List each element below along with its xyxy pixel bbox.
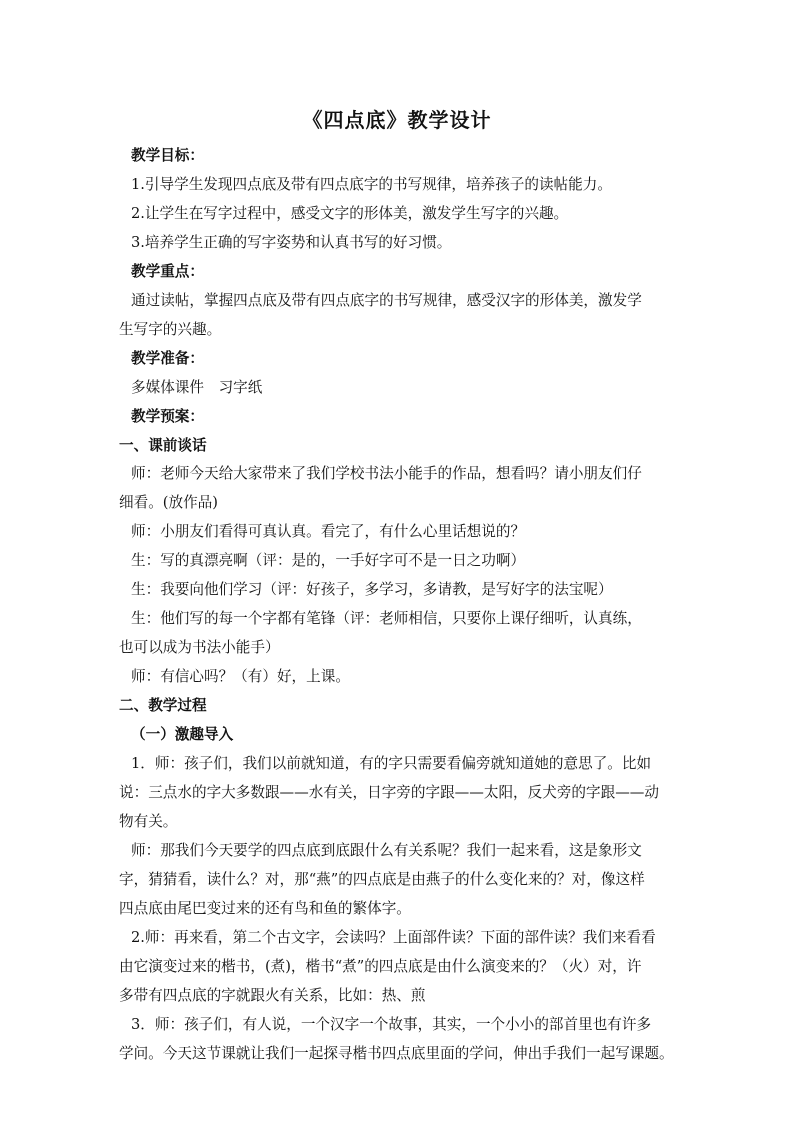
paragraph-line: 1．师：孩子们，我们以前就知道，有的字只需要看偏旁就知道她的意思了。比如 [131,755,652,772]
paragraph-line: 学问。今天这节课就让我们一起探寻楷书四点底里面的学问，伸出手我们一起写课题。 [119,1045,674,1062]
paragraph-line: 师：小朋友们看得可真认真。看完了，有什么心里话想说的？ [131,523,526,540]
paragraph-line: 师：老师今天给大家带来了我们学校书法小能手的作品，想看吗？请小朋友们仔 [131,465,642,482]
heading-objectives: 教学目标： [131,147,204,164]
document-title: 《四点底》教学设计 [302,108,492,132]
paragraph-line: 2.师：再来看，第二个古文字，会读吗？上面部件读？下面的部件读？我们来看看 [131,929,656,946]
section-2-heading: 二、教学过程 [119,697,207,714]
paragraph-line: 细看。(放作品) [119,494,218,511]
paragraph-line: 说：三点水的字大多数跟——水有关，日字旁的字跟——太阳，反犬旁的字跟——动 [119,784,659,801]
paragraph-line: 师：有信心吗？（有）好，上课。 [131,668,350,685]
section-1-heading: 一、课前谈话 [119,437,207,454]
heading-key-points: 教学重点： [131,263,204,280]
paragraph-line: 生：他们写的每一个字都有笔锋（评：老师相信，只要你上课仔细听，认真练， [131,610,642,627]
key-points-line-1: 通过读帖，掌握四点底及带有四点底字的书写规律，感受汉字的形体美，激发学 [131,292,642,309]
paragraph-line: 3．师：孩子们，有人说，一个汉字一个故事，其实，一个小小的部首里也有许多 [131,1016,652,1033]
paragraph-line: 由它演变过来的楷书，(煮)，楷书“煮”的四点底是由什么演变来的？（火）对，许 [119,958,642,975]
heading-preparation: 教学准备： [131,350,204,367]
paragraph-line: 四点底由尾巴变过来的还有鸟和鱼的繁体字。 [119,900,411,917]
paragraph-line: 字，猜猜看，读什么？对，那“燕”的四点底是由燕子的什么变化来的？对，像这样 [119,871,645,888]
preparation-text: 多媒体课件 习字纸 [131,379,263,396]
paragraph-line: 物有关。 [119,813,178,830]
paragraph-line: 师：那我们今天要学的四点底到底跟什么有关系呢？我们一起来看，这是象形文 [131,842,642,859]
objective-2: 2.让学生在写字过程中，感受文字的形体美，激发学生写字的兴趣。 [131,205,569,222]
paragraph-line: 也可以成为书法小能手） [119,639,280,656]
objective-3: 3.培养学生正确的写字姿势和认真书写的好习惯。 [131,234,452,251]
key-points-line-2: 生写字的兴趣。 [119,321,222,338]
paragraph-line: 生：我要向他们学习（评：好孩子，多学习，多请教，是写好字的法宝呢） [131,581,613,598]
subsection-1-heading: （一）激趣导入 [131,726,234,743]
paragraph-line: 生：写的真漂亮啊（评：是的，一手好字可不是一日之功啊） [131,552,526,569]
paragraph-line: 多带有四点底的字就跟火有关系，比如：热、煎 [119,987,426,1004]
objective-1: 1.引导学生发现四点底及带有四点底字的书写规律，培养孩子的读帖能力。 [131,176,612,193]
heading-plan: 教学预案： [131,408,204,425]
